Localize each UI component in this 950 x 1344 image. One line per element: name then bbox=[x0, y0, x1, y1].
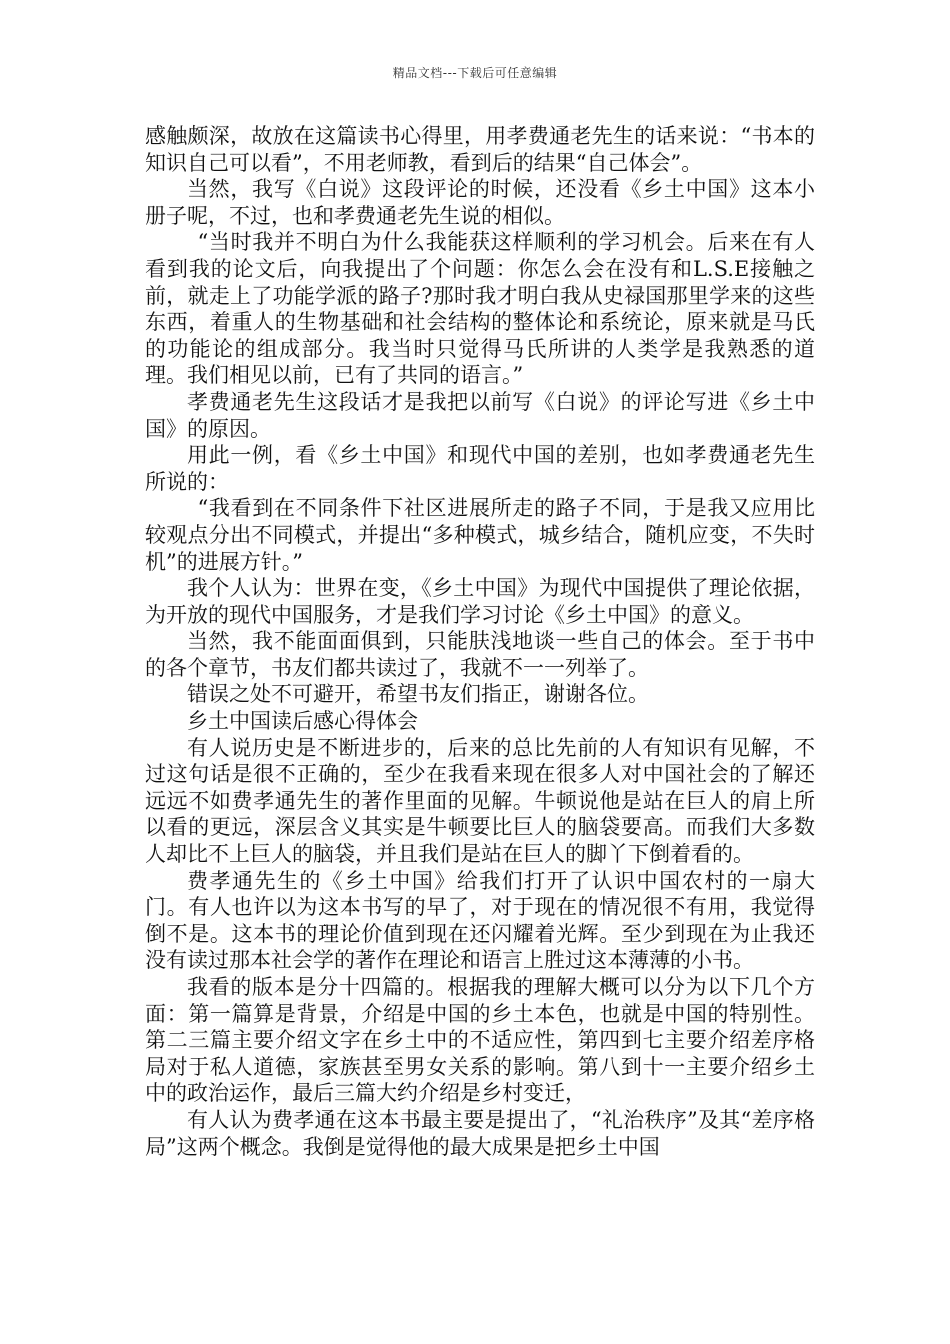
paragraph: 孝费通老先生这段话才是我把以前写《白说》的评论写进《乡土中国》的原因。 bbox=[145, 389, 815, 441]
paragraph: 我看的版本是分十四篇的。根据我的理解大概可以分为以下几个方面：第一篇算是背景，介绍是中国的乡土本色，也就是中国的特别性。第二三篇主要介绍文字在乡土中的不适应性，第四到七主要介绍差序格局对于私人道德，家族甚至男女关系的影响。第八到十一主要介绍乡土中的政治运作，最后三篇大约介绍是乡村变迁， bbox=[145, 975, 815, 1106]
page-header: 精品文档---下载后可任意编辑 bbox=[392, 66, 558, 80]
quote-paragraph: “我看到在不同条件下社区进展所走的路子不同，于是我又应用比较观点分出不同模式，并提出“多种模式，城乡结合，随机应变，不失时机”的进展方针。” bbox=[145, 496, 815, 574]
paragraph: 用此一例，看《乡土中国》和现代中国的差别，也如孝费通老先生所说的： bbox=[145, 443, 815, 494]
paragraph: 当然，我不能面面俱到，只能肤浅地谈一些自己的体会。至于书中的各个章节，书友们都共读过了，我就不一一列举了。 bbox=[145, 629, 815, 680]
paragraph: 感触颇深，故放在这篇读书心得里，用孝费通老先生的话来说：“书本的知识自己可以看”，不用老师教，看到后的结果“自己体会”。 bbox=[145, 124, 815, 175]
quote-paragraph: “当时我并不明白为什么我能获这样顺利的学习机会。后来在有人看到我的论文后，向我提出了个问题：你怎么会在没有和L.S.E接触之前，就走上了功能学派的路子?那时我才明白我从史禄国那里学来的这些东西，着重人的生物基础和社会结构的整体论和系统论，原来就是马氏的功能论的组成部分。我当时只觉得马氏所讲的人类学是我熟悉的道理。我们相见以前，已有了共同的语言。” bbox=[145, 230, 815, 388]
document-body bbox=[145, 123, 815, 1160]
paragraph: 有人认为费孝通在这本书最主要是提出了，“礼治秩序”及其“差序格局”这两个概念。我倒是觉得他的最大成果是把乡土中国 bbox=[145, 1107, 815, 1159]
section-title: 乡土中国读后感心得体会 bbox=[187, 709, 418, 734]
paragraph: 费孝通先生的《乡土中国》给我们打开了认识中国农村的一扇大门。有人也许以为这本书写的早了，对于现在的情况很不有用，我觉得倒不是。这本书的理论价值到现在还闪耀着光辉。至少到现在为止我还没有读过那本社会学的著作在理论和语言上胜过这本薄薄的小书。 bbox=[145, 868, 815, 973]
paragraph: 我个人认为：世界在变，《乡土中国》为现代中国提供了理论依据，为开放的现代中国服务，才是我们学习讨论《乡土中国》的意义。 bbox=[145, 576, 815, 627]
paragraph: 有人说历史是不断进步的，后来的总比先前的人有知识有见解，不过这句话是很不正确的，至少在我看来现在很多人对中国社会的了解还远远不如费孝通先生的著作里面的见解。牛顿说他是站在巨人的肩上所以看的更远，深层含义其实是牛顿要比巨人的脑袋要高。而我们大多数人却比不上巨人的脑袋，并且我们是站在巨人的脚丫下倒着看的。 bbox=[145, 735, 815, 867]
paragraph: 错误之处不可避开，希望书友们指正，谢谢各位。 bbox=[187, 682, 649, 707]
paragraph: 当然，我写《白说》这段评论的时候，还没看《乡土中国》这本小册子呢，不过，也和孝费通老先生说的相似。 bbox=[145, 177, 815, 228]
